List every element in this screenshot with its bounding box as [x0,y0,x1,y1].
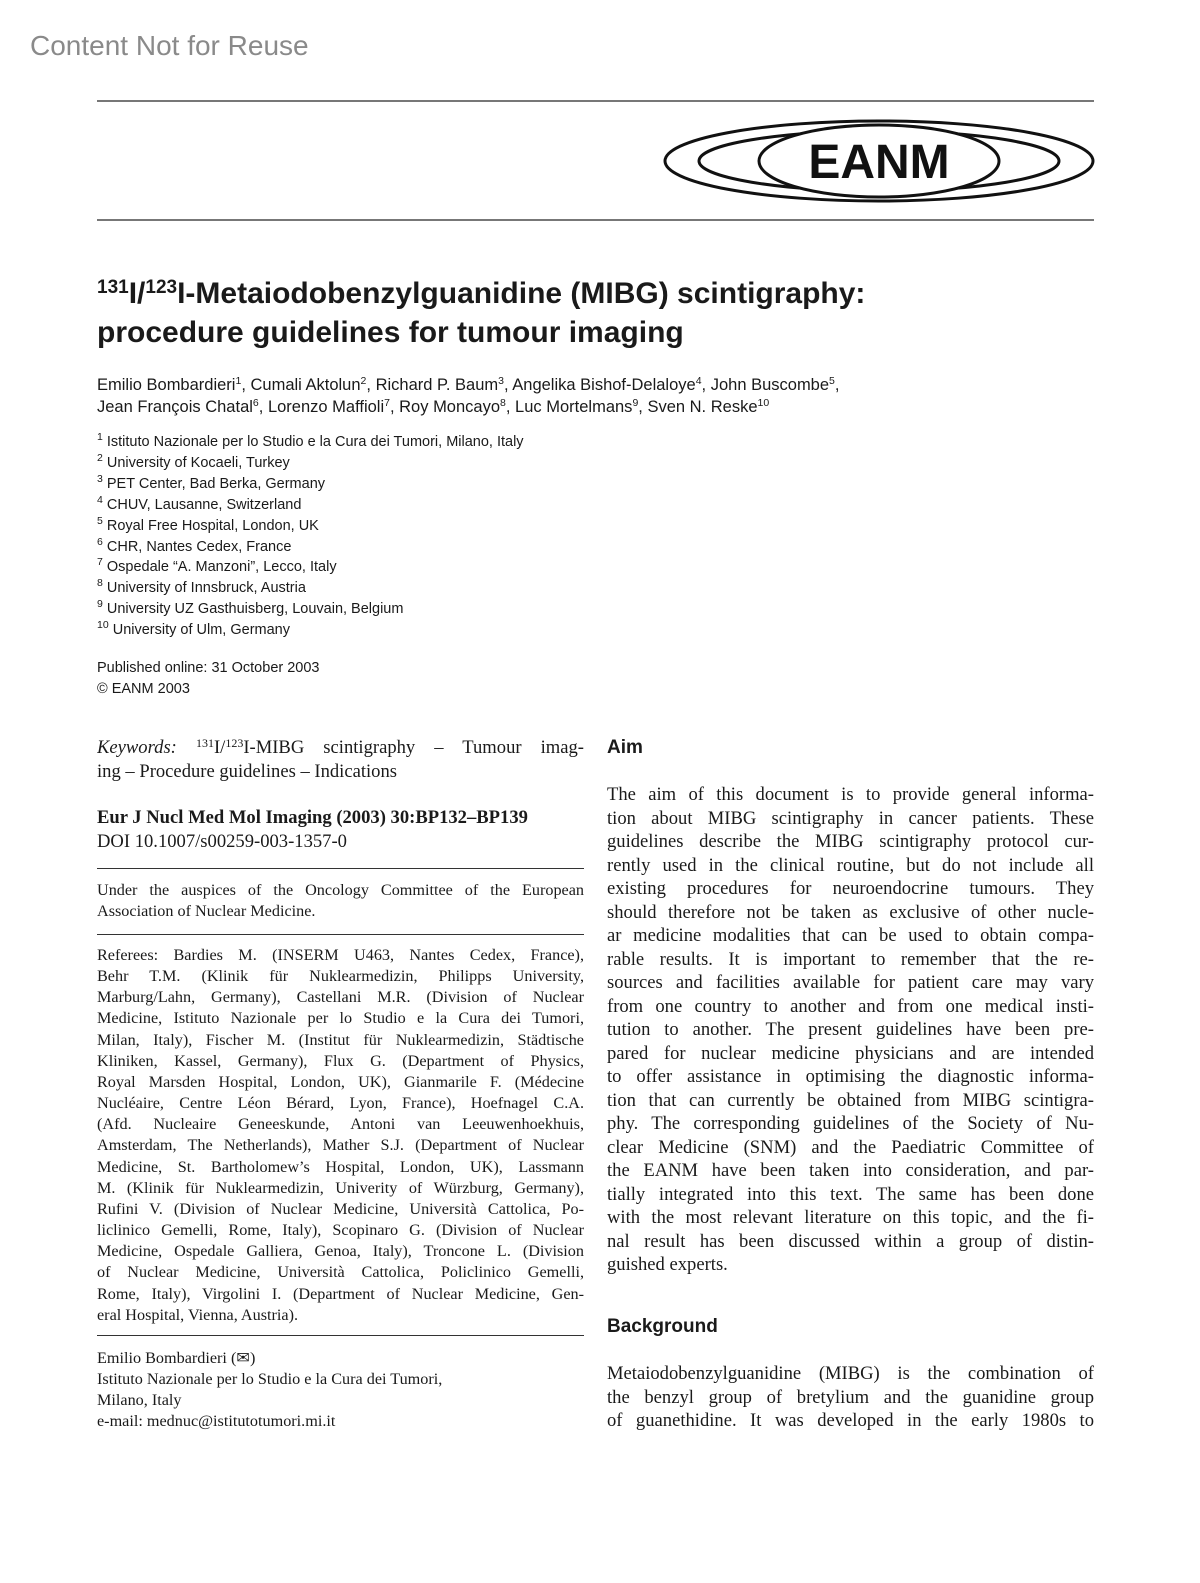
author-affiliation-sup: 5 [829,375,835,387]
affiliation-text: University of Ulm, Germany [112,622,290,639]
author-name: Cumali Aktolun [250,376,361,394]
text-line: of guanethidine. It was developed in the early 1980s to [607,1410,1094,1431]
keywords-part: I/ [213,737,226,758]
logo-text: EANM [808,136,950,189]
affiliation-text: CHR, Nantes Cedex, France [106,538,292,555]
referees-line: Referees: Bardies M. (INSERM U463, Nantes Cedex, France), [97,946,584,964]
affiliation-item [97,432,524,453]
text-line: rently used in the clinical routine, but do not include all [607,854,1094,876]
affiliation-number: 6 [97,535,103,548]
affiliation-item [97,537,524,558]
text-line: Metaiodobenzylguanidine (MIBG) is the combination of [607,1363,1094,1384]
text-line: tially integrated into this text. The same has been done [607,1183,1094,1205]
affiliation-number: 5 [97,514,103,527]
published-date: Published online: 31 October 2003 [97,660,320,676]
title-part: I/ [128,277,146,310]
author-name: Lorenzo Maffioli [267,398,385,416]
title-line-2: procedure guidelines for tumour imaging [97,316,684,349]
author-affiliation-sup: 10 [757,397,770,409]
affiliation-item [97,495,524,516]
author-name: Jean François Chatal [97,398,253,416]
text-line: ar medicine modalities that can be used to obtain compa- [607,925,1094,946]
affiliation-number: 1 [97,431,103,443]
eanm-logo [660,116,1098,206]
text-line: guished experts. [607,1254,728,1275]
text-line: tion about MIBG scintigraphy in cancer patients. These [607,807,1094,829]
article-title [97,274,865,352]
affiliation-item [97,557,524,578]
author-name: Roy Moncayo [399,398,501,416]
author-line: Emilio Bombardieri$^1$, Cumali Aktolun$^2$, Richard P. Baum$^3$, Angelika Bishof-Delaloye$^4$, John Buscombe$^5$, [97,375,840,394]
keywords [97,736,584,783]
referees-line: Medicine, Istituto Nazionale per lo Studio e la Cura dei Tumori, [97,1009,584,1028]
text-line: the EANM have been taken into consideration, and par- [607,1160,1094,1181]
divider [97,868,584,869]
divider [97,1335,584,1336]
text-line: nal result has been discussed within a group of distin- [607,1230,1094,1252]
author-affiliation-sup: 6 [252,397,259,409]
text-line: rable results. It is important to remember that the re- [607,948,1094,970]
affiliation-text: University of Kocaeli, Turkey [106,454,290,471]
isotope-sup: 131 [97,277,129,298]
author-affiliation-sup: 7 [384,397,390,409]
author-affiliation-sup: 3 [498,375,504,387]
affiliation-number: 2 [97,451,103,464]
author-affiliation-sup: 4 [695,375,702,387]
text-line: sources and facilities available for patient care may vary [607,972,1094,993]
auspices-line: Association of Nuclear Medicine. [97,902,316,921]
author-affiliation-sup: 8 [500,397,506,409]
keywords-label: Keywords: [97,737,177,758]
referees-line: of Nuclear Medicine, Università Cattolica, Policlinico Gemelli, [97,1263,584,1282]
text-line: tion that can currently be obtained from MIBG scintigra- [607,1089,1094,1111]
author-list [97,374,839,418]
referees-line: Royal Marsden Hospital, London, UK), Gianmarile F. (Médecine [97,1072,584,1091]
affiliation-text: Ospedale “A. Manzoni”, Lecco, Italy [106,559,337,576]
affiliation-item [97,516,524,537]
text-line: guidelines describe the MIBG scintigraphy protocol cur- [607,831,1094,852]
title-part: I-Metaiodobenzylguanidine (MIBG) scintigraphy: [177,277,866,310]
text-line: The aim of this document is to provide general informa- [607,784,1094,805]
text-line: clear Medicine (SNM) and the Paediatric Committee of [607,1136,1094,1158]
text-line: pared for nuclear medicine physicians and are intended [607,1042,1094,1064]
keywords-line-2: ing – Procedure guidelines – Indications [97,760,398,782]
corresponding-author: Emilio Bombardieri ( [97,1349,237,1367]
referees-line: M. (Klinik für Nuklearmedizin, Univerity of Würzburg, Germany), [97,1178,584,1197]
affiliation-text: CHUV, Lausanne, Switzerland [106,496,302,513]
text-line: with the most relevant literature on this topic, and the fi- [607,1207,1094,1228]
author-affiliation-sup: 1 [235,375,242,387]
text-line: tution to another. The present guidelines have been pre- [607,1019,1094,1040]
auspices-note [97,880,584,922]
correspondence-address [97,1348,584,1433]
text-line: the benzyl group of bretylium and the guanidine group [607,1386,1094,1408]
affiliation-item [97,453,524,474]
copyright: © EANM 2003 [97,681,190,697]
affiliation-item [97,599,524,620]
referees-line: Marburg/Lahn, Germany), Castellani M.R. (Division of Nuclear [97,988,584,1007]
affiliation-text: Royal Free Hospital, London, UK [106,517,319,534]
isotope-sup: 123 [225,736,244,750]
auspices-line: Under the auspices of the Oncology Committee of the European [97,881,584,899]
text-line: existing procedures for neuroendocrine tumours. They [607,878,1094,899]
author-line: Jean François Chatal$^6$, Lorenzo Maffioli$^7$, Roy Moncayo$^8$, Luc Mortelmans$^9$, Sven N. Reske$^{10}$ [97,397,770,416]
referees-line: eral Hospital, Vienna, Austria). [97,1305,299,1324]
doi: DOI 10.1007/s00259-003-1357-0 [97,830,347,852]
author-name: John Buscombe [710,376,830,394]
envelope-icon: ✉ [236,1349,250,1367]
background-paragraph [607,1362,1094,1433]
address-line: Istituto Nazionale per lo Studio e la Cura dei Tumori, [97,1370,443,1389]
referees-line: liclinico Gemelli, Rome, Italy), Scopinaro G. (Division of Nuclear [97,1221,584,1240]
header-rule-top [97,100,1094,102]
affiliation-text: University UZ Gasthuisberg, Louvain, Belgium [106,601,404,618]
divider [97,934,584,935]
text-line: phy. The corresponding guidelines of the Society of Nu- [607,1113,1094,1134]
affiliation-text: Istituto Nazionale per lo Studio e la Cura dei Tumori, Milano, Italy [106,434,524,450]
referees-line: Medicine, Ospedale Galliera, Genoa, Italy), Troncone L. (Division [97,1242,584,1261]
author-name: Angelika Bishof-Delaloye [512,376,696,394]
journal-info [97,806,584,853]
referees-note [97,945,584,1326]
referees-line: Behr T.M. (Klinik für Nuklearmedizin, Philipps University, [97,967,584,986]
affiliation-number: 8 [97,577,103,590]
author-name: Richard P. Baum [375,376,499,394]
header-rule-bottom [97,219,1094,221]
referees-line: Kliniken, Kassel, Germany), Flux G. (Department of Physics, [97,1051,584,1070]
referees-line: Nucléaire, Centre Léon Bérard, Lyon, France), Hoefnagel C.A. [97,1094,584,1113]
author-affiliation-sup: 9 [632,397,639,409]
isotope-sup: 131 [195,736,214,750]
author-name: Luc Mortelmans [515,398,633,416]
address-line: Milano, Italy [97,1391,182,1410]
author-name: Sven N. Reske [647,398,758,416]
author-affiliation-sup: 2 [360,375,367,387]
affiliation-list [97,432,524,641]
referees-line: (Afd. Nucleaire Geneeskunde, Antoni van Leeuwenhoekhuis, [97,1115,584,1134]
affiliation-number: 10 [97,619,109,632]
referees-line: Rufini V. (Division of Nuclear Medicine, Università Cattolica, Po- [97,1199,584,1218]
watermark-text: Content Not for Reuse [30,30,309,61]
affiliation-text: University of Innsbruck, Austria [106,580,306,597]
keywords-part: I-MIBG scintigraphy – Tumour imag- [243,737,584,758]
section-heading-background: Background [607,1316,718,1337]
paren: ) [249,1349,256,1367]
section-heading-aim: Aim [607,737,643,758]
referees-line: Rome, Italy), Virgolini I. (Department of Nuclear Medicine, Gen- [97,1284,584,1303]
affiliation-text: PET Center, Bad Berka, Germany [106,475,326,492]
affiliation-item [97,578,524,599]
publication-info [97,658,320,700]
affiliation-number: 9 [97,598,103,611]
aim-paragraph [607,783,1094,1277]
referees-line: Medicine, St. Bartholomew’s Hospital, London, UK), Lassmann [97,1157,584,1176]
affiliation-number: 3 [97,472,103,485]
author-name: Emilio Bombardieri [97,376,236,394]
affiliation-number: 7 [97,556,103,569]
affiliation-item [97,474,524,495]
affiliation-number: 4 [97,493,103,506]
affiliation-item [97,620,524,641]
text-line: should therefore not be taken as exclusive of other nucle- [607,901,1094,923]
address-line: e-mail: mednuc@istitutotumori.mi.it [97,1412,336,1431]
referees-line: Milan, Italy), Fischer M. (Institut für Nuklearmedizin, Städtische [97,1030,584,1049]
referees-line: Amsterdam, The Netherlands), Mather S.J. (Department of Nuclear [97,1136,584,1155]
journal-citation: Eur J Nucl Med Mol Imaging (2003) 30:BP132–BP139 [97,807,528,828]
isotope-sup: 123 [145,277,178,298]
text-line: from one country to another and from one medical insti- [607,995,1094,1017]
text-line: to offer assistance in optimising the diagnostic informa- [607,1066,1094,1087]
